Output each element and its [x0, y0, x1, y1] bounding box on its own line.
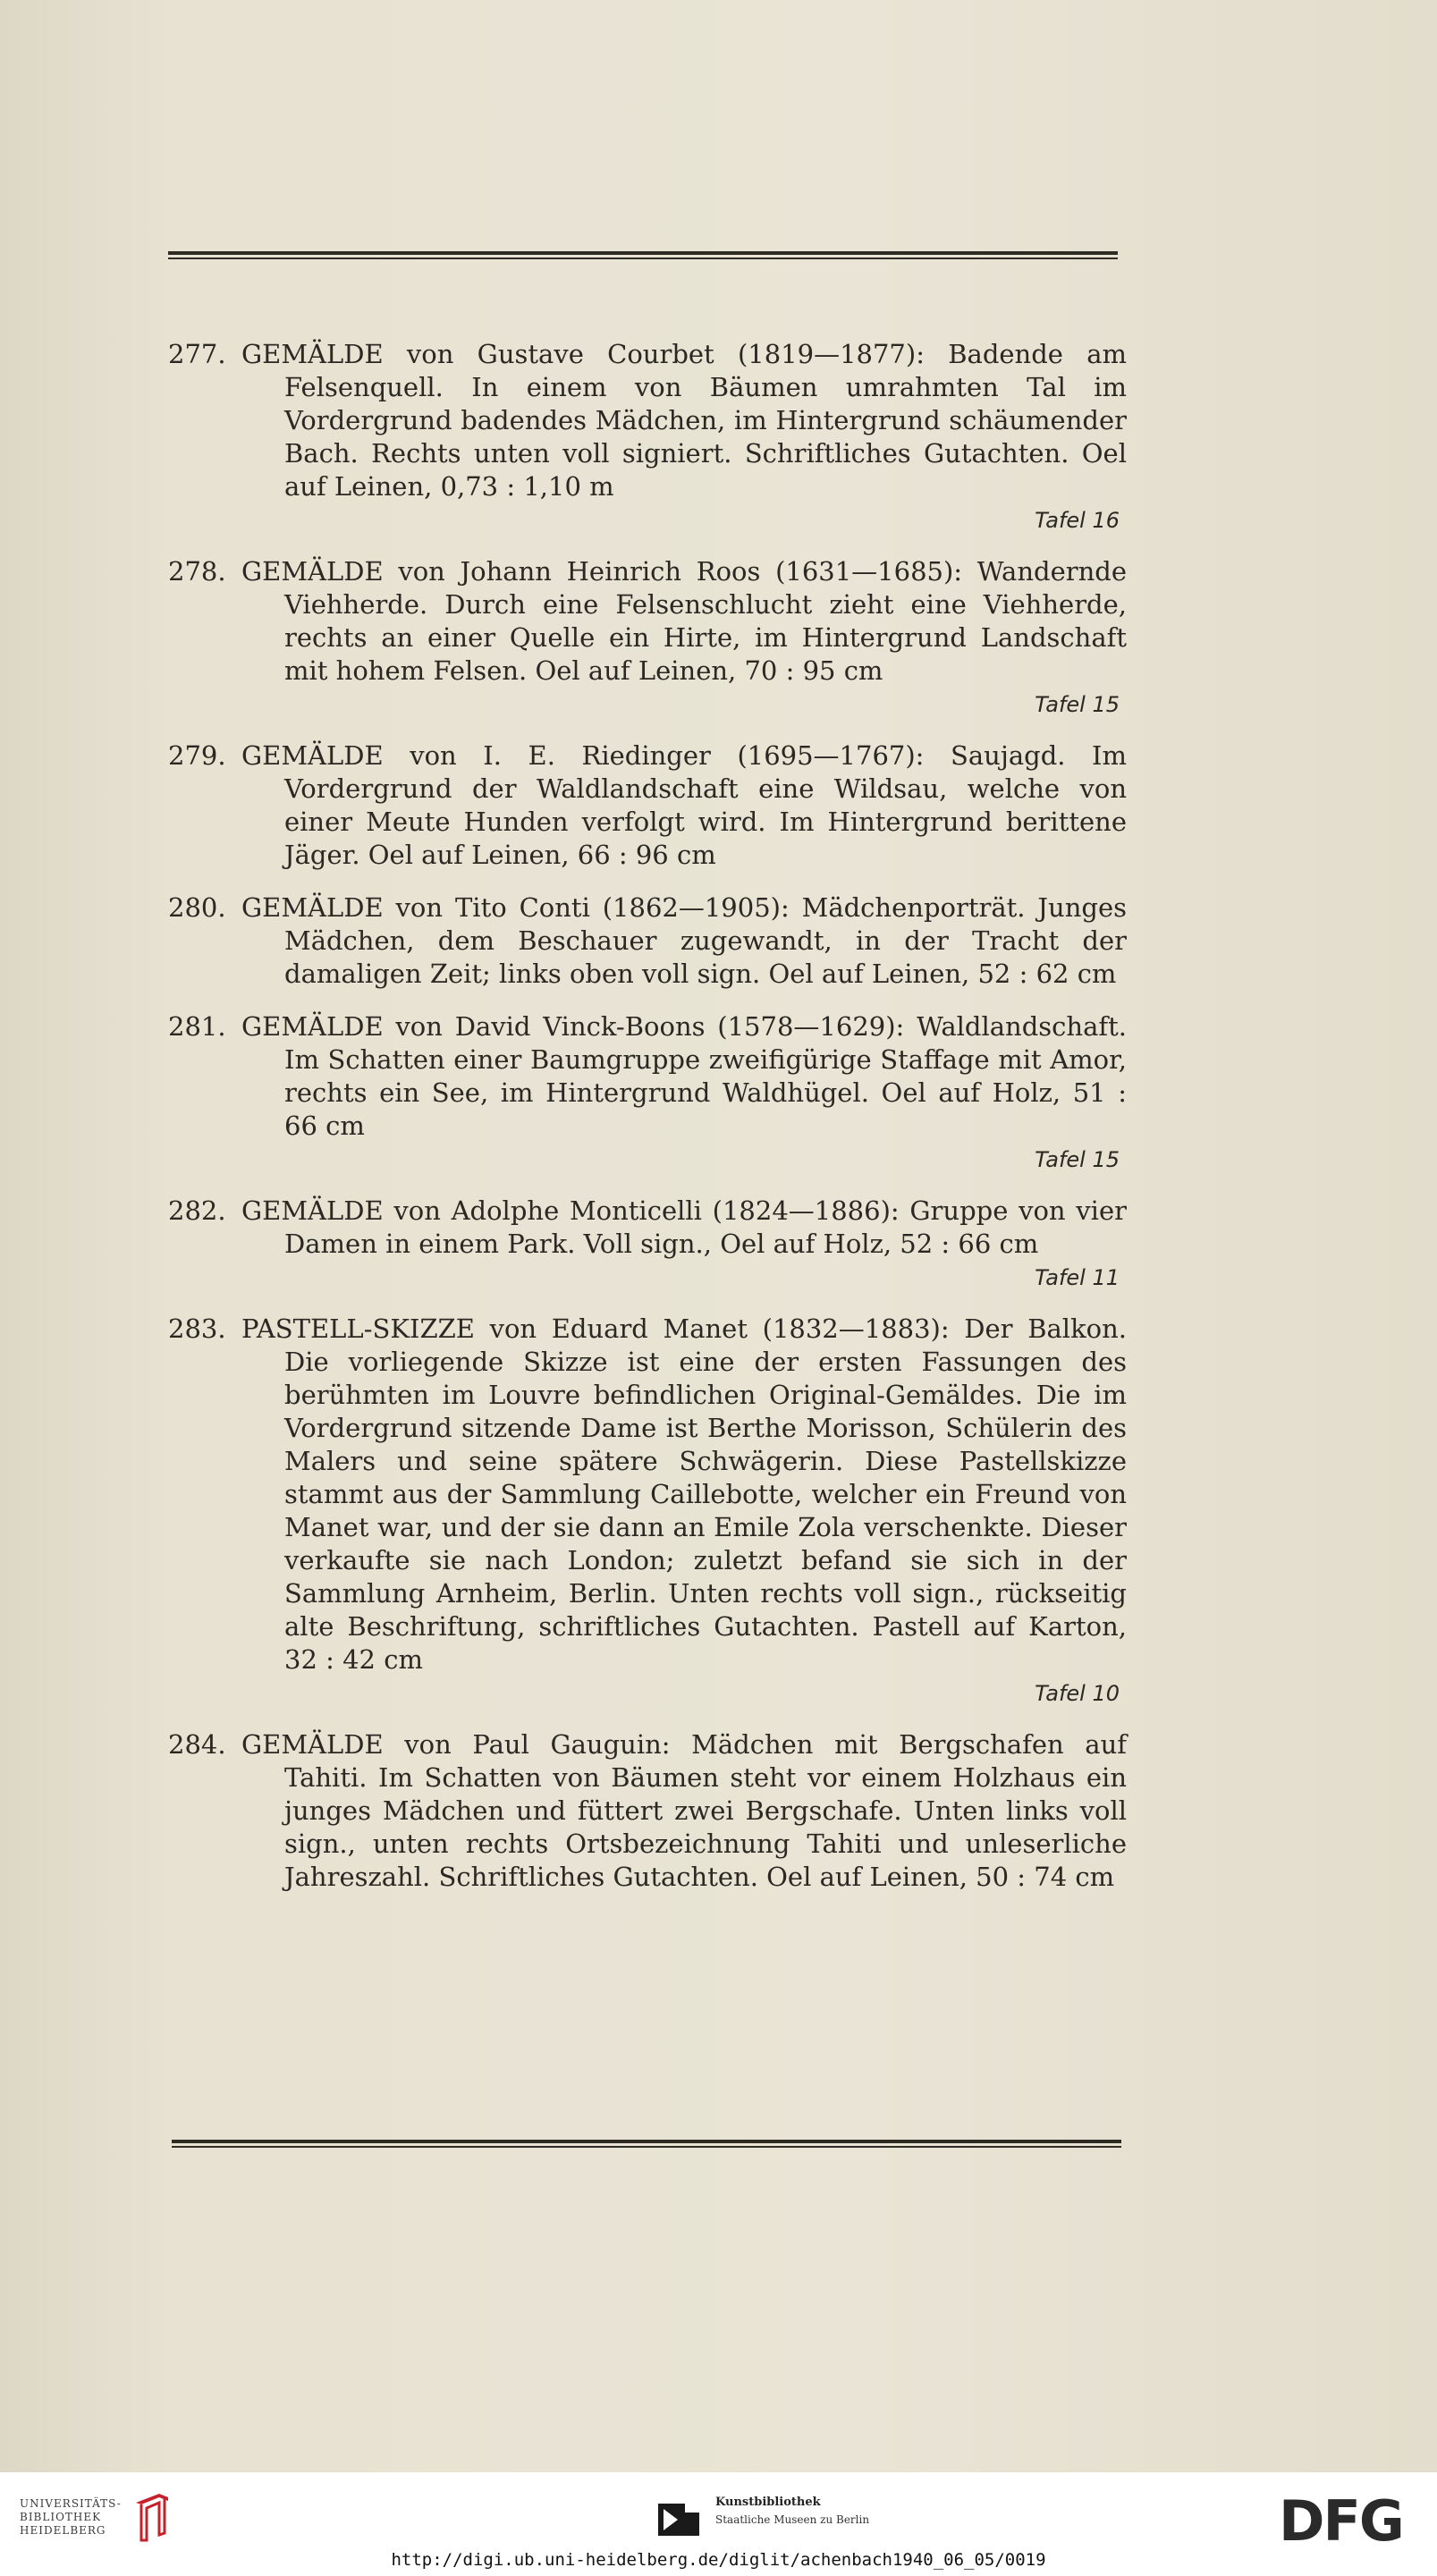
entry-text: GEMÄLDE von Paul Gauguin: Mädchen mit Bergschafen auf Tahiti. Im Schatten von Bäumen steht vor einem Holzhaus ein junges Mädchen und füttert zwei Bergschafe. Unten links voll sign., unten rechts Ortsbezeichnung Tahiti und unleserliche Jahreszahl. Schriftliches Gutachten. Oel auf Leinen, 50 : 74 cm: [241, 1729, 1127, 1892]
entry-text: GEMÄLDE von David Vinck-Boons (1578—1629): Waldlandschaft. Im Schatten einer Baumgruppe zweifigürige Staffage mit Amor, rechts ein See, im Hintergrund Waldhügel. Oel auf Holz, 51 : 66 cm: [241, 1011, 1127, 1141]
catalog-entry-277: [168, 338, 1127, 536]
catalog-entry-281: [168, 1010, 1127, 1175]
kunstbibliothek-subtitle: Staatliche Museen zu Berlin: [715, 2513, 870, 2526]
entry-plate-ref: Tafel 10: [1035, 1681, 1120, 1706]
kunstbibliothek-logo-icon[interactable]: [658, 2500, 699, 2536]
entry-number: 280.: [168, 892, 226, 923]
entry-number: 278.: [168, 556, 226, 587]
entry-number: 284.: [168, 1729, 226, 1760]
entry-number: 279.: [168, 740, 226, 771]
entry-plate-ref: Tafel 16: [1035, 508, 1120, 533]
catalog-entries: [168, 338, 1127, 1913]
entry-plate-ref: Tafel 11: [1035, 1265, 1120, 1290]
catalog-entry-278: [168, 555, 1127, 720]
university-line-2: BIBLIOTHEK: [20, 2511, 102, 2523]
entry-text: PASTELL-SKIZZE von Eduard Manet (1832—1883): Der Balkon. Die vorliegende Skizze ist eine der ersten Fassungen des berühmten im Louvre befindlichen Original-Gemäldes. Die im Vordergrund sitzende Dame ist Berthe Morisson, Schülerin des Malers und seine spätere Schwägerin. Diese Pastellskizze stammt aus der Sammlung Caillebotte, welcher ein Freund von Manet war, und der sie dann an Emile Zola verschenkte. Dieser verkaufte sie nach London; zuletzt befand sie sich in der Sammlung Arnheim, Berlin. Unten rechts voll sign., rückseitig alte Beschriftung, schriftliches Gutachten. Pastell auf Karton, 32 : 42 cm: [241, 1313, 1127, 1675]
page-url-link[interactable]: http://digi.ub.uni-heidelberg.de/diglit/achenbach1940_06_05/0019: [391, 2550, 1046, 2570]
entry-plate-ref: Tafel 15: [1035, 692, 1120, 717]
top-double-rule: [168, 251, 1118, 260]
university-line-3: HEIDELBERG: [20, 2524, 106, 2537]
university-library-logo-text[interactable]: [20, 2497, 122, 2538]
catalog-entry-280: [168, 891, 1127, 991]
entry-number: 281.: [168, 1011, 226, 1042]
university-logo-icon[interactable]: [132, 2490, 172, 2544]
entry-text: GEMÄLDE von Tito Conti (1862—1905): Mädchenporträt. Junges Mädchen, dem Beschauer zugewandt, in der Tracht der damaligen Zeit; links oben voll sign. Oel auf Leinen, 52 : 62 cm: [241, 892, 1127, 989]
entry-plate-ref: Tafel 15: [1035, 1147, 1120, 1172]
catalog-entry-279: [168, 739, 1127, 872]
kunstbibliothek-title: Kunstbibliothek: [715, 2496, 821, 2509]
catalog-entry-282: [168, 1195, 1127, 1293]
entry-text: GEMÄLDE von Adolphe Monticelli (1824—1886): Gruppe von vier Damen in einem Park. Voll sign., Oel auf Holz, 52 : 66 cm: [241, 1195, 1127, 1259]
entry-text: GEMÄLDE von I. E. Riedinger (1695—1767): Saujagd. Im Vordergrund der Waldlandschaft eine Wildsau, welche von einer Meute Hunden verfolgt wird. Im Hintergrund berittene Jäger. Oel auf Leinen, 66 : 96 cm: [241, 740, 1127, 870]
catalog-entry-283: [168, 1313, 1127, 1709]
bottom-double-rule: [172, 2140, 1121, 2149]
entry-number: 277.: [168, 339, 226, 369]
entry-text: GEMÄLDE von Johann Heinrich Roos (1631—1685): Wandernde Viehherde. Durch eine Felsenschlucht zieht eine Viehherde, rechts an einer Quelle ein Hirte, im Hintergrund Landschaft mit hohem Felsen. Oel auf Leinen, 70 : 95 cm: [241, 556, 1127, 686]
dfg-logo[interactable]: DFG: [1279, 2488, 1403, 2554]
entry-number: 282.: [168, 1195, 226, 1226]
catalog-entry-284: [168, 1728, 1127, 1894]
entry-text: GEMÄLDE von Gustave Courbet (1819—1877): Badende am Felsenquell. In einem von Bäumen umrahmten Tal im Vordergrund badendes Mädchen, im Hintergrund schäumender Bach. Rechts unten voll signiert. Schriftliches Gutachten. Oel auf Leinen, 0,73 : 1,10 m: [241, 339, 1127, 502]
entry-number: 283.: [168, 1313, 226, 1344]
university-line-1: UNIVERSITÄTS-: [20, 2497, 122, 2510]
